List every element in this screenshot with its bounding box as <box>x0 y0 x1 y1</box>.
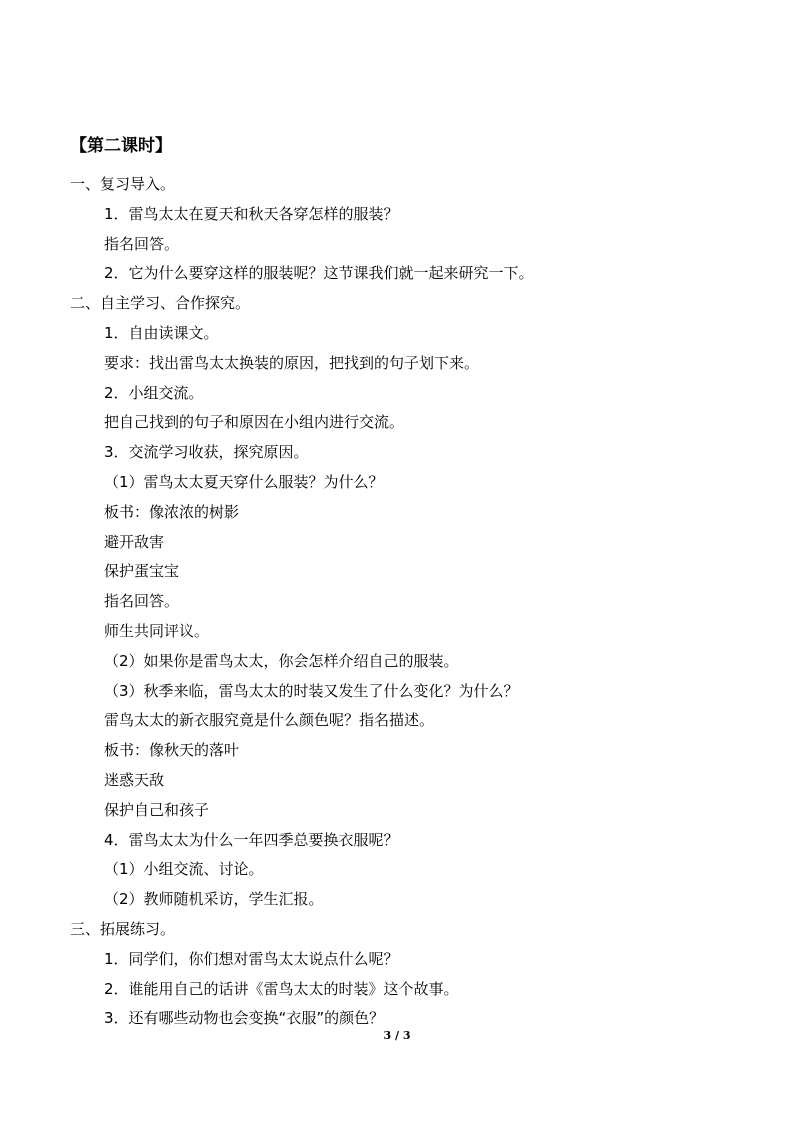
content-line: （1）雷鸟太太夏天穿什么服装？为什么？ <box>104 473 384 491</box>
content-line: （2）如果你是雷鸟太太，你会怎样介绍自己的服装。 <box>104 652 459 670</box>
content-line: 把自己找到的句子和原因在小组内进行交流。 <box>104 413 405 431</box>
content-line: （2）教师随机采访，学生汇报。 <box>104 890 324 908</box>
page-number: 3 / 3 <box>383 1029 411 1042</box>
content-line: 迷惑天敌 <box>104 771 165 789</box>
content-line: 板书：像浓浓的树影 <box>104 503 240 521</box>
content-line: 2．小组交流。 <box>104 384 204 402</box>
content-line: 指名回答。 <box>104 235 180 253</box>
content-line: 板书：像秋天的落叶 <box>104 741 240 759</box>
content-line: 保护蛋宝宝 <box>104 562 180 580</box>
content-line: 3．交流学习收获，探究原因。 <box>104 443 309 461</box>
content-line: 1．自由读课文。 <box>104 324 219 342</box>
content-line: 要求：找出雷鸟太太换装的原因，把找到的句子划下来。 <box>104 354 480 372</box>
content-line: 2．它为什么要穿这样的服装呢？这节课我们就一起来研究一下。 <box>104 264 534 282</box>
content-line: 避开敌害 <box>104 533 165 551</box>
content-line: 保护自己和孩子 <box>104 801 210 819</box>
content-line: 雷鸟太太的新衣服究竟是什么颜色呢？指名描述。 <box>104 711 435 729</box>
content-line: 1．雷鸟太太在夏天和秋天各穿怎样的服装？ <box>104 205 399 223</box>
content-line: 4．雷鸟太太为什么一年四季总要换衣服呢？ <box>104 831 399 849</box>
section-title: 三、拓展练习。 <box>70 920 176 938</box>
content-line: 3．还有哪些动物也会变换“衣服”的颜色？ <box>104 1009 385 1027</box>
content-line: （1）小组交流、讨论。 <box>104 860 264 878</box>
section-title: 一、复习导入。 <box>70 175 176 193</box>
section-heading: 【第二课时】 <box>70 136 172 156</box>
content-line: （3）秋季来临，雷鸟太太的时装又发生了什么变化？为什么？ <box>104 682 519 700</box>
section-title: 二、自主学习、合作探究。 <box>70 294 251 312</box>
content-line: 1．同学们，你们想对雷鸟太太说点什么呢？ <box>104 950 399 968</box>
content-line: 2．谁能用自己的话讲《雷鸟太太的时装》这个故事。 <box>104 980 459 998</box>
content-line: 指名回答。 <box>104 592 180 610</box>
content-line: 师生共同评议。 <box>104 622 210 640</box>
